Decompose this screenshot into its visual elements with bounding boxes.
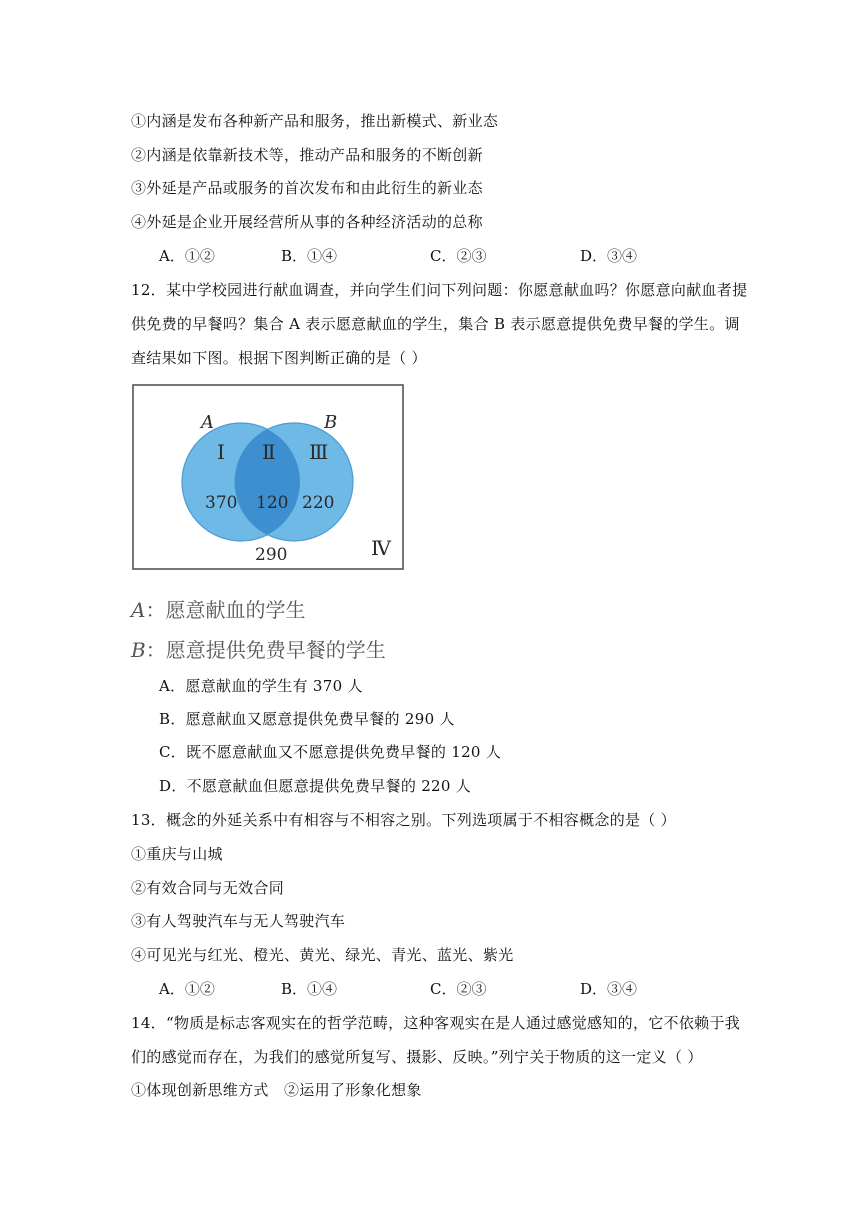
q11-option-c: C．②③ (430, 247, 487, 265)
region-1-label: Ⅰ (217, 440, 225, 464)
q14-stem-line-1: 14．“物质是标志客观实在的哲学范畴，这种客观实在是人通过感觉感知的，它不依赖于我 (131, 1014, 741, 1032)
legend-b-key: B (131, 638, 146, 662)
q13-item-4: ④可见光与红光、橙光、黄光、绿光、青光、蓝光、紫光 (131, 946, 514, 964)
legend-b-sep: ： (145, 638, 166, 662)
legend-a-text: 愿意献血的学生 (165, 598, 306, 622)
q12-option-b: B．愿意献血又愿意提供免费早餐的 290 人 (159, 710, 455, 728)
set-b-label: B (324, 412, 338, 433)
q11-item-2: ②内涵是依靠新技术等，推动产品和服务的不断创新 (131, 146, 483, 164)
q13-item-1: ①重庆与山城 (131, 845, 223, 863)
region-3-label: Ⅲ (309, 440, 329, 464)
region-4-label: Ⅳ (371, 536, 391, 560)
q14-stem-line-2: 们的感觉而存在，为我们的感觉所复写、摄影、反映。”列宁关于物质的这一定义（ ） (131, 1048, 703, 1066)
q13-option-a: A．①② (159, 980, 215, 998)
q11-option-d: D．③④ (580, 247, 638, 265)
q11-item-1: ①内涵是发布各种新产品和服务，推出新模式、新业态 (131, 112, 499, 130)
region-2-value: 120 (256, 493, 289, 513)
legend-a-key: A (131, 598, 146, 622)
q12-stem-line-2: 供免费的早餐吗？集合 A 表示愿意献血的学生，集合 B 表示愿意提供免费早餐的学生。调 (131, 315, 740, 333)
q11-item-4: ④外延是企业开展经营所从事的各种经济活动的总称 (131, 213, 483, 231)
q12-option-d: D．不愿意献血但愿意提供免费早餐的 220 人 (159, 777, 472, 795)
legend-b (131, 634, 386, 663)
q11-item-3: ③外延是产品或服务的首次发布和由此衍生的新业态 (131, 179, 483, 197)
q13-item-3: ③有人驾驶汽车与无人驾驶汽车 (131, 912, 346, 930)
set-a-label: A (201, 412, 214, 433)
legend-b-text: 愿意提供免费早餐的学生 (165, 638, 386, 662)
q11-option-b: B．①④ (281, 247, 338, 265)
q12-stem-line-1: 12．某中学校园进行献血调查，并向学生们问下列问题：你愿意献血吗？你愿意向献血者提 (131, 281, 748, 299)
q13-item-2: ②有效合同与无效合同 (131, 879, 285, 897)
region-3-value: 220 (302, 493, 335, 513)
q13-option-c: C．②③ (430, 980, 487, 998)
q12-stem-line-3: 查结果如下图。根据下图判断正确的是（ ） (131, 349, 427, 367)
q13-option-d: D．③④ (580, 980, 638, 998)
q13-stem: 13．概念的外延关系中有相容与不相容之别。下列选项属于不相容概念的是（ ） (131, 811, 676, 829)
q12-option-a: A．愿意献血的学生有 370 人 (159, 677, 363, 695)
region-4-value: 290 (255, 545, 288, 565)
q14-item-1: ①体现创新思维方式 ②运用了形象化想象 (131, 1081, 422, 1099)
q11-option-a: A．①② (159, 247, 215, 265)
legend-a-sep: ： (145, 598, 166, 622)
region-1-value: 370 (205, 493, 238, 513)
q12-option-c: C．既不愿意献血又不愿意提供免费早餐的 120 人 (159, 743, 502, 761)
q13-option-b: B．①④ (281, 980, 338, 998)
venn-diagram (131, 383, 405, 571)
legend-a (131, 594, 305, 623)
region-2-label: Ⅱ (262, 440, 276, 464)
